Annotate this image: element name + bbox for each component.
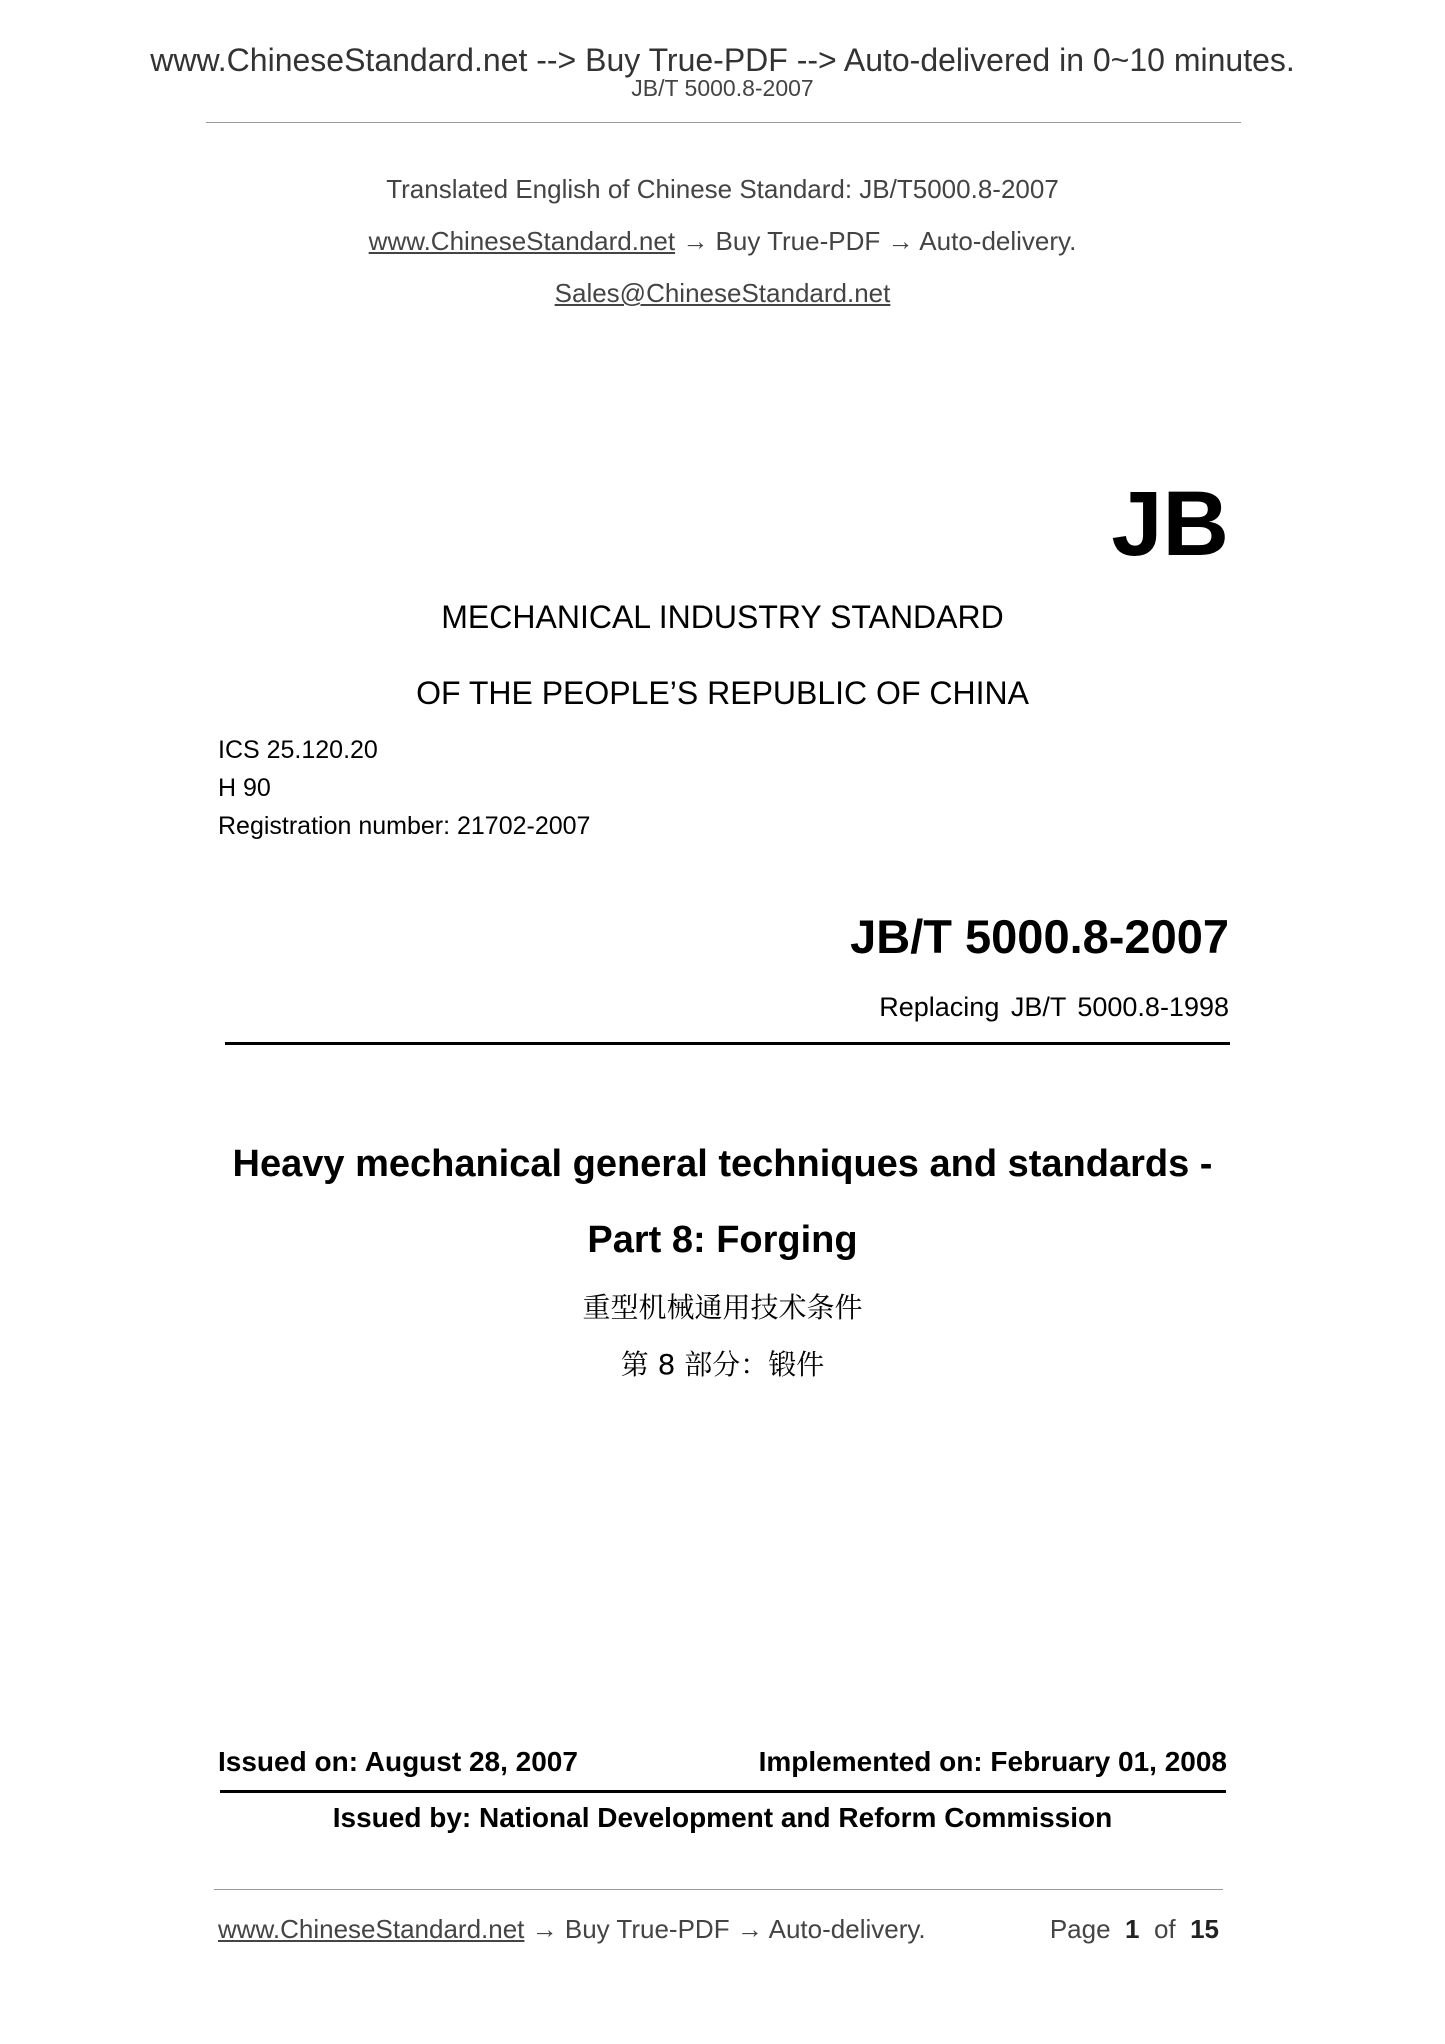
issue-divider xyxy=(220,1790,1226,1793)
arrow-right-icon: → xyxy=(736,1914,763,1944)
footer-divider xyxy=(214,1889,1223,1890)
email-line xyxy=(0,277,1445,309)
footer-buy-text: Buy True-PDF xyxy=(564,1914,730,1944)
document-number: JB/T 5000.8-2007 xyxy=(850,910,1229,963)
jb-mark: JB xyxy=(1111,473,1229,575)
issued-on-date: Issued on: August 28, 2007 xyxy=(218,1746,578,1777)
ics-code: ICS 25.120.20 xyxy=(218,736,378,764)
site-link[interactable]: www.ChineseStandard.net xyxy=(368,226,676,256)
implemented-on-date: Implemented on: February 01, 2008 xyxy=(758,1746,1227,1777)
sales-email-link[interactable]: Sales@ChineseStandard.net xyxy=(554,278,891,308)
auto-delivery-text: Auto-delivery. xyxy=(919,226,1077,256)
page-current: 1 xyxy=(1125,1914,1140,1944)
top-banner: www.ChineseStandard.net --> Buy True-PDF --> Auto-delivered in 0~10 minutes. xyxy=(150,42,1295,78)
ccs-code: H 90 xyxy=(218,774,271,802)
org-title-line-1: MECHANICAL INDUSTRY STANDARD xyxy=(441,599,1004,635)
document-title-line-2: Part 8: Forging xyxy=(587,1219,858,1261)
issuing-authority: Issued by: National Development and Reform Commission xyxy=(332,1802,1113,1833)
header-doc-id: JB/T 5000.8-2007 xyxy=(631,75,814,101)
document-title-line-1: Heavy mechanical general techniques and standards - xyxy=(232,1143,1213,1185)
header-divider xyxy=(206,122,1241,123)
replacing-note: Replacing JB/T 5000.8-1998 xyxy=(879,992,1229,1022)
org-title-line-2: OF THE PEOPLE’S REPUBLIC OF CHINA xyxy=(416,675,1029,711)
buy-true-pdf-text: Buy True-PDF xyxy=(715,226,881,256)
arrow-right-icon: → xyxy=(887,226,914,256)
translation-notice: Translated English of Chinese Standard: JB/T5000.8-2007 xyxy=(386,174,1059,204)
registration-number: Registration number: 21702-2007 xyxy=(218,812,591,840)
purchase-notice xyxy=(0,225,1445,257)
footer-delivery-text: Auto-delivery. xyxy=(768,1914,926,1944)
footer-site-link[interactable]: www.ChineseStandard.net xyxy=(218,1914,525,1944)
chinese-title-line-2: 第 8 部分：锻件 xyxy=(620,1348,825,1381)
page-total: 15 xyxy=(1190,1914,1219,1944)
title-divider xyxy=(225,1042,1230,1045)
arrow-right-icon: → xyxy=(531,1914,558,1944)
arrow-right-icon: → xyxy=(682,226,709,256)
page-indicator xyxy=(1050,1913,1219,1945)
footer-purchase-links xyxy=(218,1913,926,1945)
page-label: Page xyxy=(1049,1914,1111,1944)
page-of-label: of xyxy=(1153,1914,1176,1944)
chinese-title-line-1: 重型机械通用技术条件 xyxy=(582,1291,863,1324)
